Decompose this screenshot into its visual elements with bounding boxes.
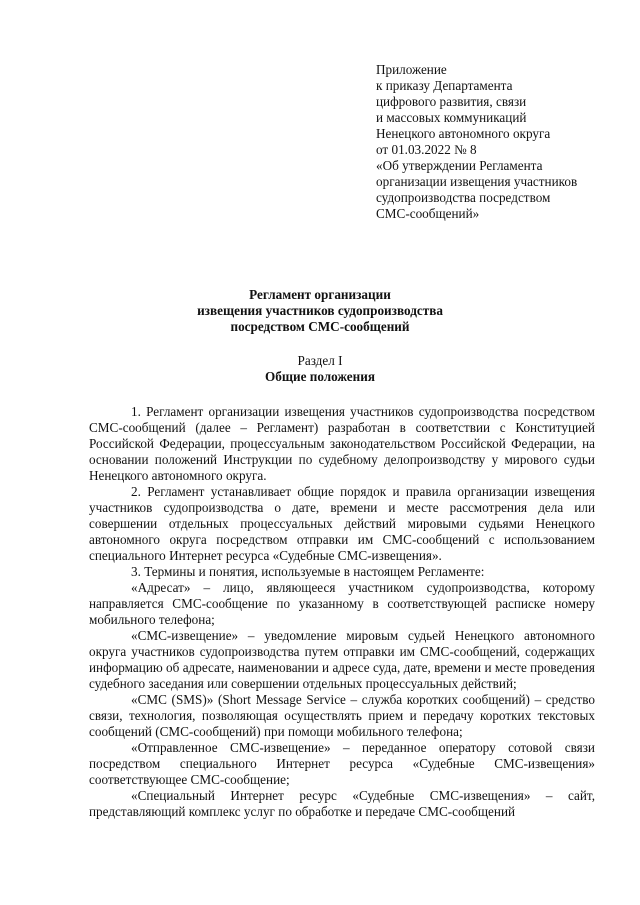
title-line: Регламент организации xyxy=(249,287,391,302)
appendix-line: к приказу Департамента xyxy=(376,78,513,93)
appendix-line: от 01.03.2022 № 8 xyxy=(376,142,477,157)
paragraph: «Отправленное СМС-извещение» – переданное оператору сотовой связи посредством специального Интернет ресурса «Судебные СМС-извещения» соответствующее СМС-сообщение; xyxy=(89,740,595,787)
paragraph: «Специальный Интернет ресурс «Судебные СМС-извещения» – сайт, представляющий комплекс услуг по обработке и передаче СМС-сообщений xyxy=(89,788,595,819)
appendix-line: «Об утверждении Регламента xyxy=(376,158,543,173)
paragraph: «СМС-извещение» – уведомление мировым судьей Ненецкого автономного округа участников судопроизводства путем отправки им СМС-сообщений, содержащих информацию об адресате, наименовании и адресе суда, дате, времени и месте проведения судебного заседания или совершении отдельных процессуальных действий; xyxy=(89,628,595,691)
document-title xyxy=(0,287,640,335)
appendix-line: цифрового развития, связи xyxy=(376,94,527,109)
paragraph: 1. Регламент организации извещения участников судопроизводства посредством СМС-сообщений (далее – Регламент) разработан в соответствии с Конституцией Российской Федерации, процессуальным законодательством Российской Федерации, на основании положений Инструкции по судебному делопроизводству у мирового судьи Ненецкого автономного округа. xyxy=(89,404,595,483)
appendix-line: и массовых коммуникаций xyxy=(376,110,527,125)
title-line: посредством СМС-сообщений xyxy=(230,319,410,334)
appendix-line: организации извещения участников xyxy=(376,174,578,189)
appendix-line: Приложение xyxy=(376,62,447,77)
paragraph: 2. Регламент устанавливает общие порядок и правила организации извещения участников судопроизводства о дате, времени и месте рассмотрения дела или совершении отдельных процессуальных действий мировыми судьями Ненецкого автономного округа посредством отправки им СМС-сообщений с использованием специального Интернет ресурса «Судебные СМС-извещения». xyxy=(89,484,595,563)
appendix-header xyxy=(376,62,626,222)
appendix-line: Ненецкого автономного округа xyxy=(376,126,551,141)
appendix-line: СМС-сообщений» xyxy=(376,206,480,221)
section-heading: Общие положения xyxy=(265,369,375,384)
appendix-line: судопроизводства посредством xyxy=(376,190,551,205)
document-body xyxy=(89,404,595,820)
section-number: Раздел I xyxy=(297,353,343,368)
title-line: извещения участников судопроизводства xyxy=(197,303,443,318)
paragraph: 3. Термины и понятия, используемые в настоящем Регламенте: xyxy=(131,564,485,579)
paragraph: «Адресат» – лицо, являющееся участником судопроизводства, которому направляется СМС-сообщение по указанному в соответствующей расписке номеру мобильного телефона; xyxy=(89,580,595,627)
paragraph: «СМС (SMS)» (Short Message Service – служба коротких сообщений) – средство связи, технология, позволяющая осуществлять прием и передачу коротких текстовых сообщений (СМС-сообщений) при помощи мобильного телефона; xyxy=(89,692,595,739)
